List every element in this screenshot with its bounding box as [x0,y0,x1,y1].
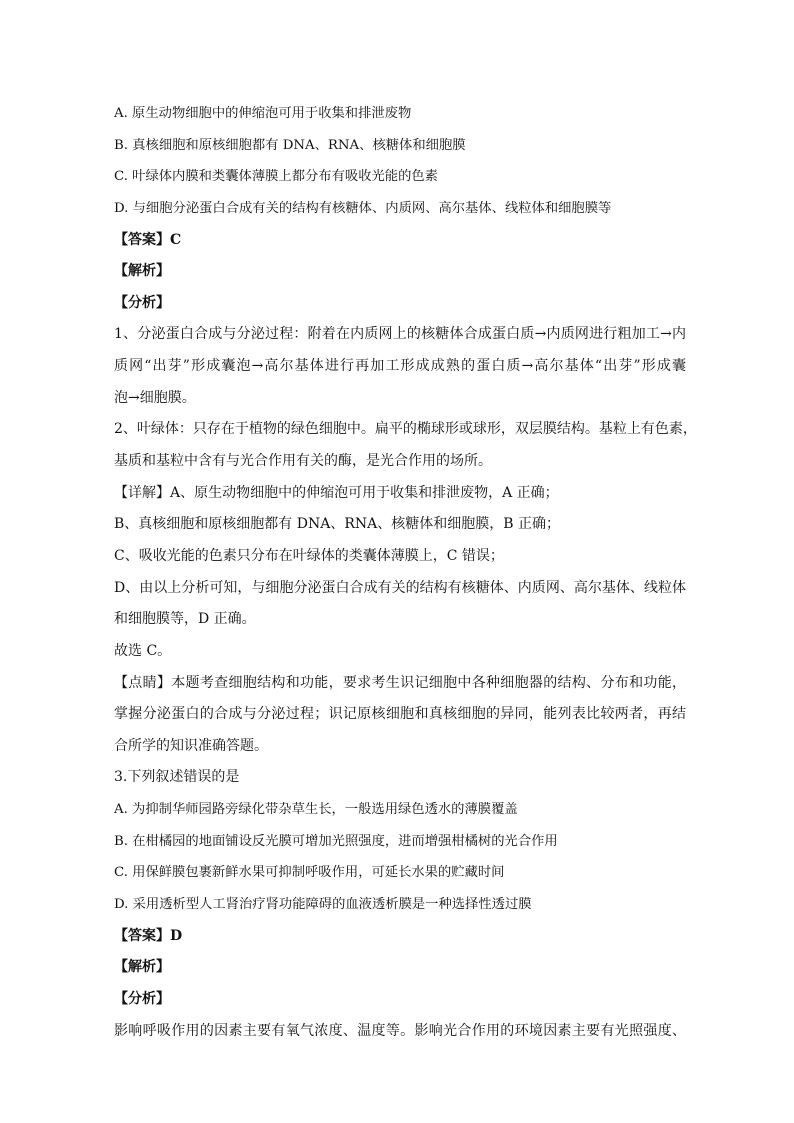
text-line: 1、分泌蛋白合成与分泌过程：附着在内质网上的核糖体合成蛋白质→内质网进行粗加工→内 [114,326,686,343]
text-line: 合所学的知识准确答题。 [114,737,268,754]
text-line: 泡→细胞膜。 [114,389,196,406]
text-line: C、吸收光能的色素只分布在叶绿体的类囊体薄膜上，C 错误； [114,547,504,564]
text-line: 【答案】C [114,231,182,248]
text-line: B. 真核细胞和原核细胞都有 DNA、RNA、核糖体和细胞膜 [114,137,466,153]
text-line: C. 用保鲜膜包裹新鲜水果可抑制呼吸作用，可延长水果的贮藏时间 [114,865,505,881]
text-line: 和细胞膜等，D 正确。 [114,611,256,628]
text-line: 【点睛】本题考查细胞结构和功能，要求考生识记细胞中各种细胞器的结构、分布和功能， [114,674,686,691]
text-line: B. 在柑橘园的地面铺设反光膜可增加光照强度，进而增强柑橘树的光合作用 [114,833,558,849]
text-line: A. 原生动物细胞中的伸缩泡可用于收集和排泄废物 [114,106,412,121]
text-line: 故选 C。 [114,642,172,659]
text-line: 3.下列叙述错误的是 [114,769,240,786]
text-line: C. 叶绿体内膜和类囊体薄膜上都分布有吸收光能的色素 [114,169,438,185]
text-line: 【答案】D [114,927,183,944]
text-line: 【解析】 [114,959,170,976]
text-line: 【解析】 [114,263,170,280]
text-line: 【详解】A、原生动物细胞中的伸缩泡可用于收集和排泄废物，A 正确； [114,484,559,501]
text-line: 基质和基粒中含有与光合作用有关的酶，是光合作用的场所。 [114,453,492,470]
text-line: 【分析】 [114,294,170,311]
text-line: 【分析】 [114,990,170,1007]
text-line: D、由以上分析可知，与细胞分泌蛋白合成有关的结构有核糖体、内质网、高尔基体、线粒体 [114,579,686,596]
text-line: 掌握分泌蛋白的合成与分泌过程；识记原核细胞和真核细胞的异同，能列表比较两者，再结 [114,706,686,723]
text-line: D. 与细胞分泌蛋白合成有关的结构有核糖体、内质网、高尔基体、线粒体和细胞膜等 [114,200,612,216]
text-line: 2、叶绿体：只存在于植物的绿色细胞中。扁平的椭球形或球形，双层膜结构。基粒上有色素， [114,421,697,438]
text-line: B、真核细胞和原核细胞都有 DNA、RNA、核糖体和细胞膜，B 正确； [114,516,560,533]
text-line: A. 为抑制华师园路旁绿化带杂草生长，一般选用绿色透水的薄膜覆盖 [114,802,518,818]
text-line: D. 采用透析型人工肾治疗肾功能障碍的血液透析膜是一种选择性透过膜 [114,897,532,913]
text-line: 质网“出芽”形成囊泡→高尔基体进行再加工形成成熟的蛋白质→高尔基体“出芽”形成囊 [114,358,686,375]
text-line: 影响呼吸作用的因素主要有氧气浓度、温度等。影响光合作用的环境因素主要有光照强度、 [114,1022,686,1039]
document-body [114,98,697,1047]
